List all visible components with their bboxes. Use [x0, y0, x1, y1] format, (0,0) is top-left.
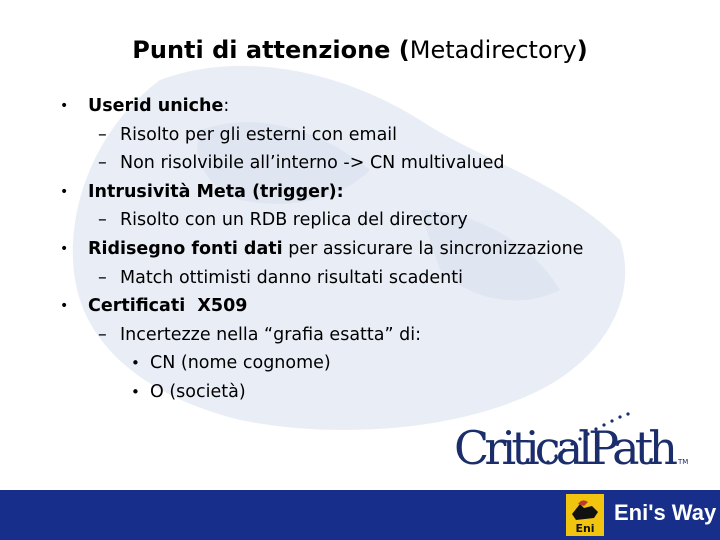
- title-bold: Punti di attenzione (: [132, 36, 410, 64]
- bullet-list: [60, 92, 583, 407]
- dash-marker: –: [98, 267, 107, 288]
- dash-marker: –: [98, 324, 107, 345]
- title-normal: Metadirectory: [409, 36, 577, 64]
- bullet-label: Ridisegno fonti dati: [88, 238, 283, 259]
- bullet-item: [60, 178, 583, 207]
- sub-item-text: Risolto per gli esterni con email: [120, 124, 398, 145]
- sub-item: [60, 121, 583, 150]
- logo-wordmark: CriticalPath: [454, 421, 678, 475]
- sub-item-text: Incertezze nella “grafia esatta” di:: [120, 324, 421, 345]
- logo-trademark: TM: [678, 458, 689, 466]
- bullet-marker: •: [60, 240, 69, 257]
- sub-item-text: Risolto con un RDB replica del directory: [120, 210, 468, 231]
- title-close: ): [576, 36, 588, 64]
- footer-bar: [0, 490, 720, 540]
- sub-item-text: Non risolvibile all’interno -> CN multivalued: [120, 153, 505, 174]
- sub-item: [60, 206, 583, 235]
- sub-sub-item: [60, 349, 583, 378]
- bullet-marker: •: [131, 354, 140, 373]
- bullet-marker: •: [60, 98, 69, 114]
- sub-item: [60, 149, 583, 178]
- dash-marker: –: [98, 124, 107, 145]
- sub-sub-item-text: O (società): [150, 381, 246, 402]
- sub-item: [60, 264, 583, 293]
- criticalpath-logo: [452, 410, 692, 482]
- dash-marker: –: [98, 153, 107, 174]
- bullet-suffix: :: [223, 96, 230, 116]
- dash-marker: –: [98, 210, 107, 231]
- sub-sub-item-text: CN (nome cognome): [150, 353, 331, 374]
- sub-item-text: Match ottimisti danno risultati scadenti: [120, 267, 464, 288]
- bullet-marker: •: [131, 382, 140, 401]
- bullet-label: Intrusività Meta (trigger):: [88, 181, 344, 202]
- sub-sub-item: [60, 378, 583, 407]
- page-title: [0, 36, 720, 64]
- eni-logo-icon: [566, 494, 604, 536]
- eni-badge-text: Eni: [575, 522, 595, 535]
- six-legged-dog-icon: [566, 494, 604, 536]
- sub-item: [60, 321, 583, 350]
- bullet-item: [60, 292, 583, 321]
- bullet-label: Userid uniche: [88, 96, 224, 116]
- bullet-item: [60, 92, 583, 121]
- bullet-item: [60, 235, 583, 264]
- bullet-marker: •: [60, 298, 69, 315]
- bullet-label: Certificati X509: [88, 296, 248, 317]
- bullet-marker: •: [60, 183, 69, 200]
- bullet-suffix: per assicurare la sincronizzazione: [282, 238, 584, 259]
- footer-brand: Eni's Way: [614, 500, 717, 525]
